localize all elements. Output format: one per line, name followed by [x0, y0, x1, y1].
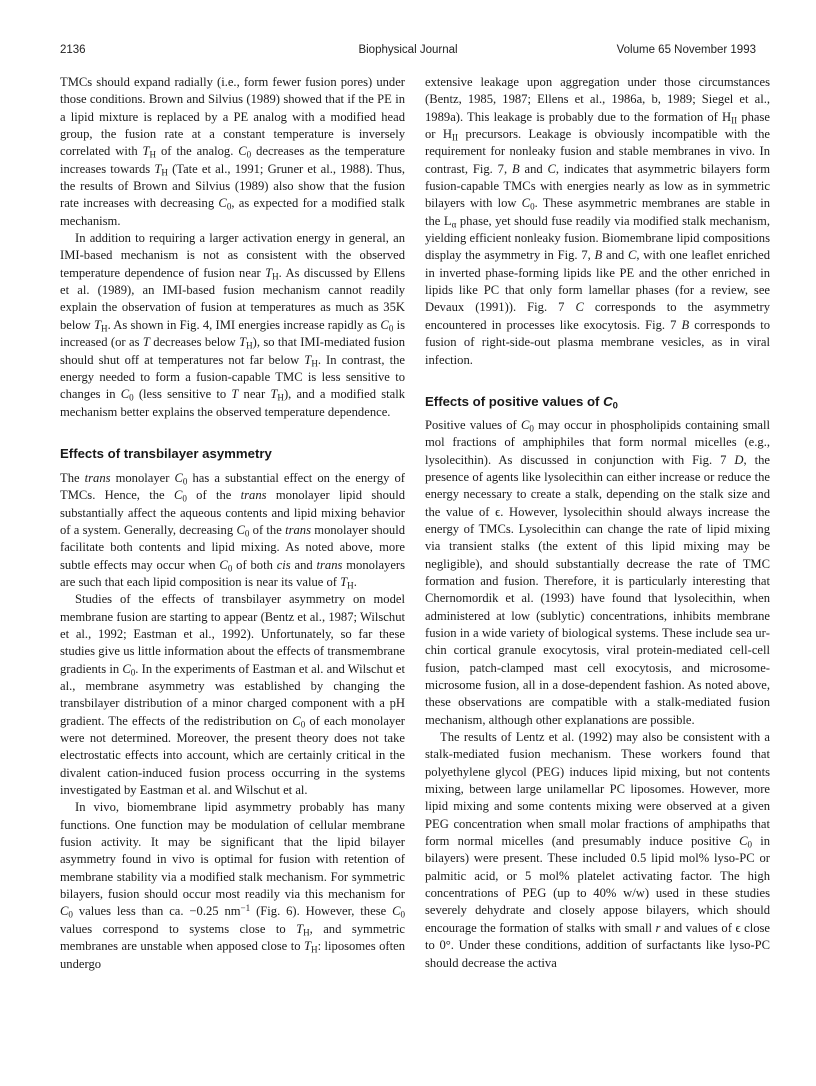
paragraph: TMCs should expand radially (i.e., form fewer fusion pores) under those conditions. Brown and Silvius (1989) showed that if the PE in a lipid mixture is replaced by a PE analog with a modified head group, the fusion rate at a constant temperature is inversely correlated with $T_H$ of the analog. $C_0$ decreases as the temperature increases towards $T_H$ (Tate et al., 1991; Gruner et al., 1988). Thus, the results of Brown and Silvius (1989) also show that the fusion rate increases with decreasing $C_0$, as expected for a modified stalk mechanism. — [60, 75, 405, 228]
paragraph: The trans monolayer $C_0$ has a substantial effect on the energy of TMCs. Hence, the $C_0$ of the trans monolayer lipid should substantially affect the aqueous contents and lipid mixing behavior of a system. Generally, decreasing $C_0$ of the trans monolayer should facilitate both contents and lipid mixing. As noted above, more subtle effects may occur when $C_0$ of both cis and trans monolayers are such that each lipid composition is near its value of $T_H$. — [60, 470, 406, 591]
running-head — [60, 44, 756, 60]
paragraph: extensive leakage upon aggregation under those circumstances (Bentz, 1985, 1987; Ellens et al., 1986a, b, 1989; Siegel et al., 1989a). This leakage is probably due to the formation of $H_{II}$ phase or $H_{II}$ precursors. Leakage is obviously incompatible with the requirement for nonleaky fusion and stable membranes in vivo. In contrast, Fig. 7, B and C, indicates that asymmetric bilayers form fusion-capable TMCs with energies nearly as low as in symmetric bilayers with low $C_0$. These asymmetric membranes are stable in the $L_\alpha$ phase, yet should fuse readily via modified stalk mechanism, yielding efficient nonleaky fusion. Biomembrane lipid compositions display the asymmetry in Fig. 7, B and C, with one leaflet enriched in inverted phase-forming lipids like PE and the other enriched in lipids like PC that only form lamellar phases (for a review, see Devaux (1991)). Fig. 7 C corresponds to the asymmetry encountered in processes like exocytosis. Fig. 7 B corresponds to fusion of right-side-out plasma membrane vesicles, as in viral infection. — [425, 75, 771, 367]
paragraph: Studies of the effects of transbilayer asymmetry on model membrane fusion are starting to appear (Bentz et al., 1987; Wilschut et al., 1992; Eastman et al., 1992). Unfortunately, so far these studies give us little information about the effects of transmembrane gradients in $C_0$. In the experiments of Eastman et al. and Wilschut et al., membrane asymmetry was established by changing the transbilayer distribution of a minor charged component with a pH gradient. The effects of the redistribution on $C_0$ of each monolayer were not determined. Moreover, the present theory does not take electrostatic effects into account, which are certainly critical in the divalent cation-induced fusion process occurring in the systems investigated by Eastman et al. and Wilschut et al. — [60, 592, 405, 798]
paragraph: In vivo, biomembrane lipid asymmetry probably has many functions. One function may be modulation of cellular membrane fusion activity. It may be significant that the lipid bilayer asymmetry found in vivo is optimal for fusion with retention of membrane stability via a modified stalk mechanism. For symmetric bilayers, fusion should occur most readily via this mechanism for $C_0$ values less than ca. −0.25 $nm^{-1}$ (Fig. 6). However, these $C_0$ values correspond to systems close to $T_H$, and symmetric membranes are unstable when apposed close to $T_H$: liposomes often undergo — [60, 800, 406, 971]
page-number: 2136 — [60, 44, 86, 56]
journal-title: Biophysical Journal — [358, 44, 458, 56]
left-column — [60, 74, 405, 973]
paragraph: Positive values of $C_0$ may occur in phospholipids containing small mol fractions of amphiphiles that form normal micelles (e.g., lysolecithin). As discussed in conjunction with Fig. 7 D, the presence of agents like lysolecithin can either increase or reduce the energy necessary to create a stalk, depending on the stalk size and the value of ϵ. However, lysolecithin should always increase the energy of TMCs. Lysolecithin can change the rate of lipid mixing via transient stalks (the extent of this lipid mixing may be negligible), and should substantially decrease the rate of TMC formation and fusion. Therefore, it is particularly interesting that Chernomordik et al. (1993) have found that lysolecithin, when administered at low (sublytic) concentrations, inhibits membrane fusion in a wide variety of biological systems. These include sea urchin cortical granule exocytosis, viral protein-mediated cell-cell fusion, patch-clamped mast cell exocytosis, and microsome-microsome fusion, all in a dose-dependent fashion. As noted above, these observations are compatible with a stalk-mediated fusion mechanism, although other explanations are possible. — [425, 417, 770, 727]
right-column — [425, 74, 770, 972]
section-heading: Effects of positive values of $C_0$ — [425, 393, 618, 412]
section-heading: Effects of transbilayer asymmetry — [60, 445, 272, 461]
volume-info: Volume 65 November 1993 — [616, 44, 756, 56]
paragraph: In addition to requiring a larger activation energy in general, an IMI-based mechanism is not as consistent with the observed temperature dependence of fusion near $T_H$. As discussed by Ellens et al. (1989), an IMI-based fusion mechanism cannot readily explain the observation of fusion at temperatures as much as 35K below $T_H$. As shown in Fig. 4, IMI energies increase rapidly as $C_0$ is increased (or as T decreases below $T_H$), so that IMI-mediated fusion should shut off at temperatures not far below $T_H$. In contrast, the energy needed to form a fusion-capable TMC is less sensitive to changes in $C_0$ (less sensitive to T near $T_H$), and a modified stalk mechanism better explains the observed temperature dependence. — [60, 231, 406, 419]
paragraph: The results of Lentz et al. (1992) may also be consistent with a stalk-mediated fusion mechanism. These workers found that polyethylene glycol (PEG) induces lipid mixing, but not contents mixing, between large unilamellar PC liposomes. However, more lipid mixing and some contents mixing were observed at a given PEG concentration when small molar fractions of amphipaths that form normal micelles (and presumably induce positive $C_0$ in bilayers) were present. These included 0.5 lipid mol% lyso-PC or palmitic acid, or 5 mol% platelet activating factor. The high concentrations of PEG (up to 40% w/w) used in these studies severely dehydrate and closely appose bilayers, which should encourage the formation of stalks with small r and values of ϵ close to 0°. Under these conditions, addition of surfactants like lyso-PC should decrease the activa — [425, 730, 770, 970]
